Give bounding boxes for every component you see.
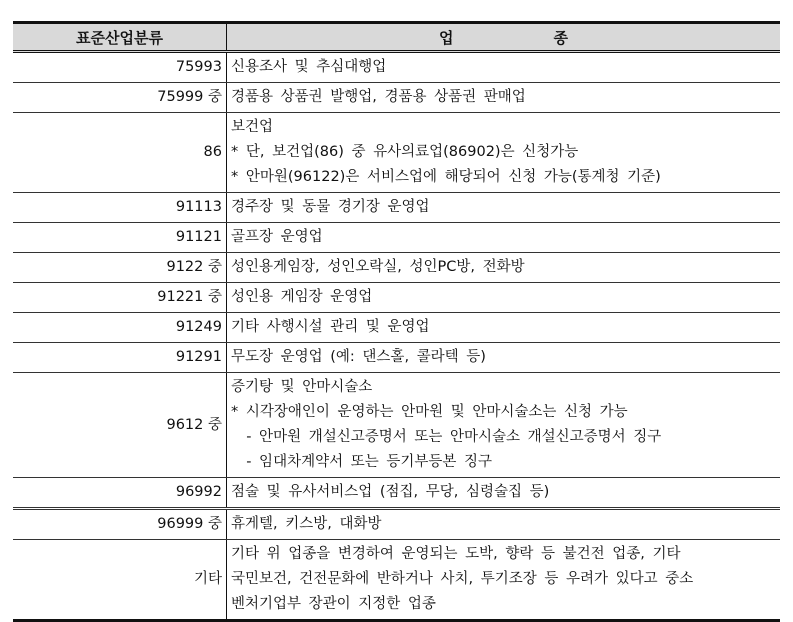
description-line: 신용조사 및 추심대행업 [231, 59, 387, 75]
table-row [13, 283, 780, 313]
industry-code: 86 [13, 113, 227, 193]
industry-code: 96999 중 [13, 509, 227, 540]
description-line: 기타 위 업종을 변경하여 운영되는 도박, 향락 등 불건전 업종, 기타 [231, 546, 681, 562]
industry-code: 91121 [13, 223, 227, 253]
industry-description [227, 313, 781, 343]
industry-description [227, 509, 781, 540]
table-row [13, 540, 780, 621]
table-row [13, 52, 780, 83]
industry-code: 9612 중 [13, 373, 227, 478]
industry-code: 기타 [13, 540, 227, 621]
description-line: 점술 및 유사서비스업 (점집, 무당, 심령술집 등) [231, 484, 550, 500]
industry-code: 91291 [13, 343, 227, 373]
description-line: 보건업 [231, 119, 274, 135]
header-type-a: 업 [439, 28, 454, 47]
industry-table [13, 21, 780, 622]
table-row [13, 113, 780, 193]
description-line: - 안마원 개설신고증명서 또는 안마시술소 개설신고증명서 징구 [231, 429, 662, 445]
industry-code: 91249 [13, 313, 227, 343]
table-row [13, 313, 780, 343]
industry-description [227, 343, 781, 373]
description-line: 국민보건, 건전문화에 반하거나 사치, 투기조장 등 우려가 있다고 중소 [231, 571, 694, 587]
description-line: 기타 사행시설 관리 및 운영업 [231, 319, 430, 335]
table-row [13, 223, 780, 253]
description-line: * 안마원(96122)은 서비스업에 해당되어 신청 가능(통계청 기준) [231, 169, 661, 185]
industry-description [227, 52, 781, 83]
industry-description [227, 223, 781, 253]
description-line: 휴게텔, 키스방, 대화방 [231, 516, 382, 532]
industry-code: 91113 [13, 193, 227, 223]
table-row [13, 478, 780, 509]
description-line: 경주장 및 동물 경기장 운영업 [231, 199, 430, 215]
industry-description [227, 373, 781, 478]
description-line: 골프장 운영업 [231, 229, 323, 245]
header-type [227, 23, 781, 52]
table-row [13, 343, 780, 373]
description-line: 경품용 상품권 발행업, 경품용 상품권 판매업 [231, 89, 526, 105]
table-row [13, 509, 780, 540]
table-header [13, 23, 780, 52]
description-line: * 단, 보건업(86) 중 유사의료업(86902)은 신청가능 [231, 144, 579, 160]
industry-code: 75999 중 [13, 83, 227, 113]
table-row [13, 253, 780, 283]
description-line: 증기탕 및 안마시술소 [231, 379, 373, 395]
table-row [13, 193, 780, 223]
industry-code: 75993 [13, 52, 227, 83]
table-row [13, 83, 780, 113]
industry-code: 91221 중 [13, 283, 227, 313]
industry-code: 96992 [13, 478, 227, 509]
industry-description [227, 283, 781, 313]
header-code: 표준산업분류 [13, 23, 227, 52]
description-line: - 임대차계약서 또는 등기부등본 징구 [231, 454, 492, 470]
table-row [13, 373, 780, 478]
industry-description [227, 253, 781, 283]
description-line: * 시각장애인이 운영하는 안마원 및 안마시술소는 신청 가능 [231, 404, 628, 420]
industry-description [227, 540, 781, 621]
description-line: 성인용게임장, 성인오락실, 성인PC방, 전화방 [231, 259, 525, 275]
industry-description [227, 83, 781, 113]
description-line: 무도장 운영업 (예: 댄스홀, 콜라텍 등) [231, 349, 486, 365]
description-line: 벤처기업부 장관이 지정한 업종 [231, 596, 436, 612]
description-line: 성인용 게임장 운영업 [231, 289, 373, 305]
industry-description [227, 478, 781, 509]
industry-description [227, 193, 781, 223]
industry-description [227, 113, 781, 193]
industry-code: 9122 중 [13, 253, 227, 283]
header-type-b: 종 [553, 28, 568, 47]
